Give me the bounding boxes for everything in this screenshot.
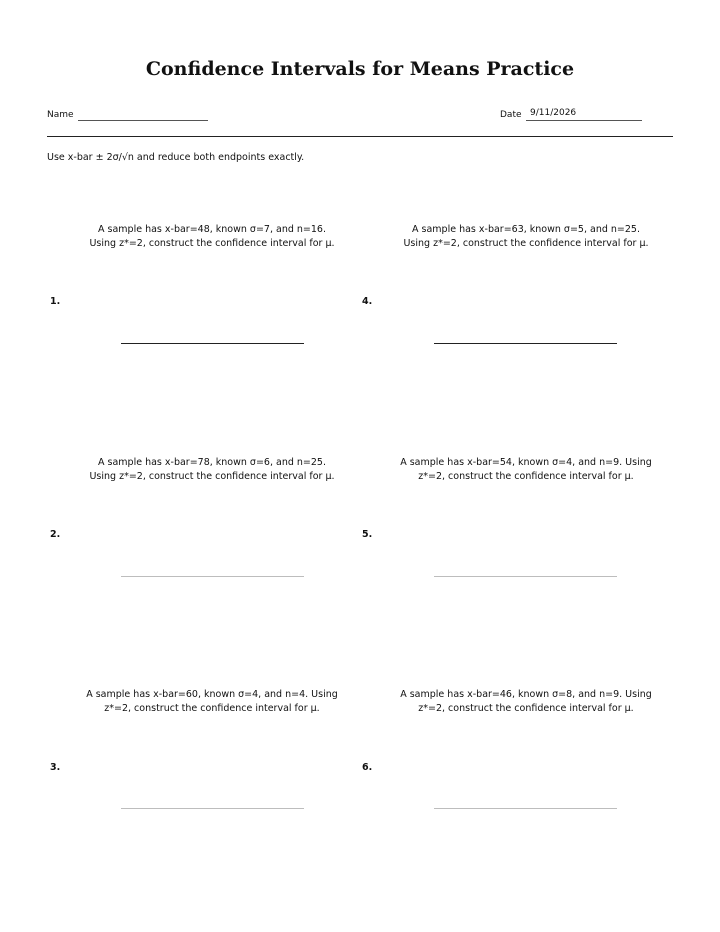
problem-5-answer-line[interactable] [434, 576, 617, 577]
date-label: Date [500, 110, 522, 120]
problem-1-line-2: Using z*=2, construct the confidence interval for μ. [89, 238, 335, 249]
problem-6-line-2: z*=2, construct the confidence interval for μ. [418, 703, 634, 714]
problem-4-line-2: Using z*=2, construct the confidence interval for μ. [403, 238, 649, 249]
problem-1-line-1: A sample has x-bar=48, known σ=7, and n=16. [98, 224, 326, 235]
problem-3-text [82, 688, 342, 716]
problem-1-answer-line[interactable] [121, 343, 304, 344]
problem-6-number: 6. [362, 762, 373, 773]
problem-6-line-1: A sample has x-bar=46, known σ=8, and n=9. Using [400, 689, 652, 700]
problem-6-text [396, 688, 656, 716]
problem-5-line-1: A sample has x-bar=54, known σ=4, and n=9. Using [400, 457, 652, 468]
problem-1-text [82, 223, 342, 251]
problem-6-answer-line[interactable] [434, 808, 617, 809]
problem-2-line-2: Using z*=2, construct the confidence interval for μ. [89, 471, 335, 482]
name-label: Name [47, 110, 74, 120]
problem-5-line-2: z*=2, construct the confidence interval for μ. [418, 471, 634, 482]
instructions: Use x-bar ± 2σ/√n and reduce both endpoints exactly. [47, 152, 305, 163]
problem-2-answer-line[interactable] [121, 576, 304, 577]
problem-4-answer-line[interactable] [434, 343, 617, 344]
problem-5-text [396, 456, 656, 484]
name-field[interactable] [78, 120, 208, 121]
page-title: Confidence Intervals for Means Practice [145, 58, 575, 80]
problem-5-number: 5. [362, 529, 373, 540]
problem-3-line-1: A sample has x-bar=60, known σ=4, and n=4. Using [86, 689, 338, 700]
header-divider [47, 136, 673, 137]
date-field[interactable] [526, 120, 642, 121]
problem-4-text [396, 223, 656, 251]
problem-3-answer-line[interactable] [121, 808, 304, 809]
problem-3-number: 3. [50, 762, 61, 773]
problem-2-text [82, 456, 342, 484]
problem-2-number: 2. [50, 529, 61, 540]
problem-3-line-2: z*=2, construct the confidence interval for μ. [104, 703, 320, 714]
problem-1-number: 1. [50, 296, 61, 307]
date-value: 9/11/2026 [530, 108, 577, 118]
problem-4-line-1: A sample has x-bar=63, known σ=5, and n=25. [412, 224, 640, 235]
problem-4-number: 4. [362, 296, 373, 307]
problem-2-line-1: A sample has x-bar=78, known σ=6, and n=25. [98, 457, 326, 468]
